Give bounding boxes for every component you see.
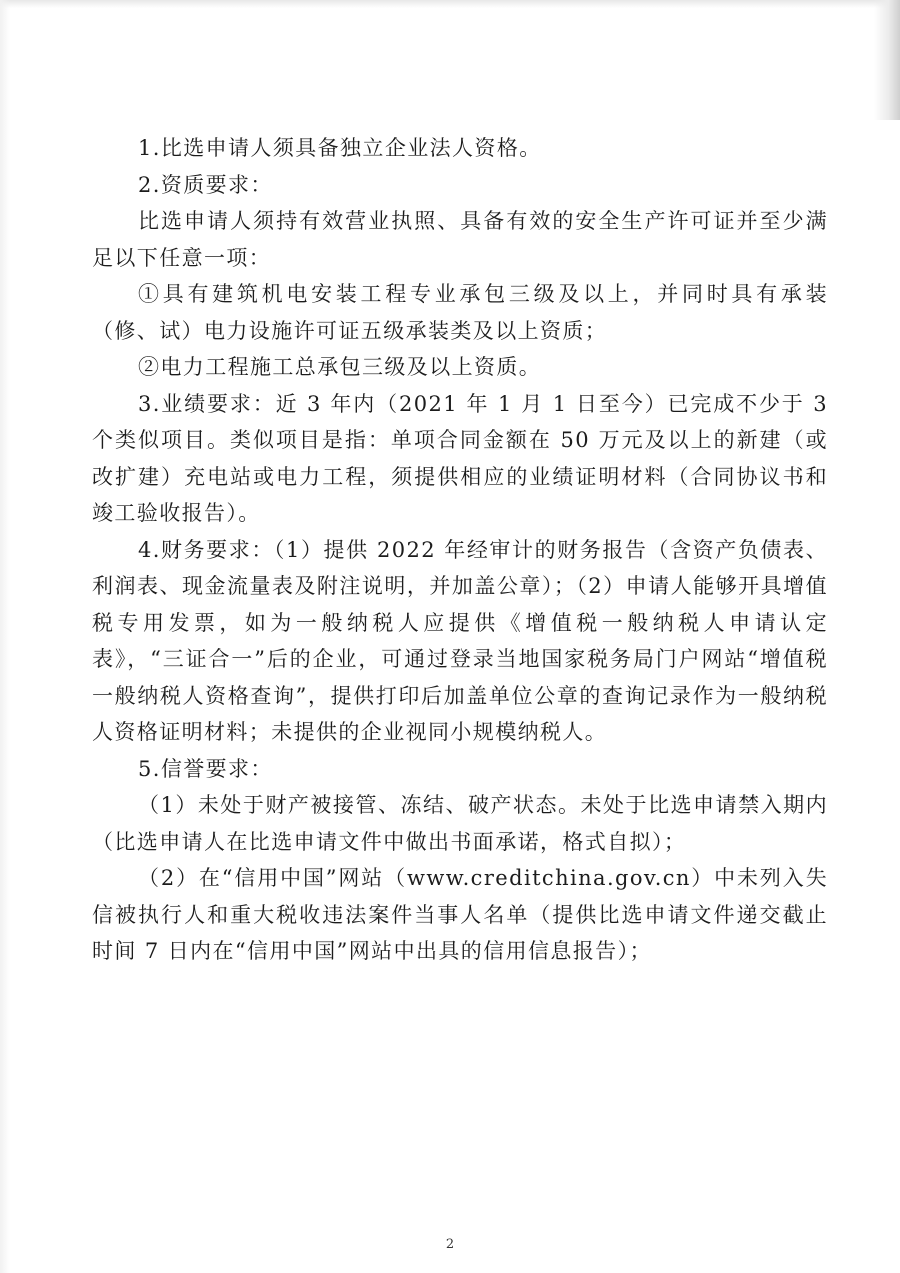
page-number: 2: [445, 1237, 455, 1252]
paragraph-qualification-option-1: ①具有建筑机电安装工程专业承包三级及以上，并同时具有承装（修、试）电力设施许可证五级承装类及以上资质；: [92, 282, 828, 343]
paragraph-qualification-heading: 2.资质要求：: [138, 172, 273, 197]
document-body: [92, 130, 828, 970]
paragraph-performance-requirements: 3.业绩要求：近 3 年内（2021 年 1 月 1 日至今）已完成不少于 3 个类似项目。类似项目是指：单项合同金额在 50 万元及以上的新建（或改扩建）充电站或电力工程，须提供相应的业绩证明材料（合同协议书和竣工验收报告）。: [92, 391, 828, 525]
paragraph-financial-requirements: 4.财务要求：（1）提供 2022 年经审计的财务报告（含资产负债表、利润表、现金流量表及附注说明，并加盖公章）；（2）申请人能够开具增值税专用发票，如为一般纳税人应提供《增值税一般纳税人申请认定表》，“三证合一”后的企业，可通过登录当地国家税务局门户网站“增值税一般纳税人资格查询”，提供打印后加盖单位公章的查询记录作为一般纳税人资格证明材料；未提供的企业视同小规模纳税人。: [92, 537, 828, 744]
scan-shadow-left: [0, 0, 10, 1273]
paragraph-qualification-option-2: ②电力工程施工总承包三级及以上资质。: [138, 355, 542, 379]
paragraph-credit-item-2: （2）在“信用中国”网站（www.creditchina.gov.cn）中未列入失信被执行人和重大税收违法案件当事人名单（提供比选申请文件递交截止时间 7 日内在“信用中国”网站中出具的信用信息报告）；: [92, 866, 828, 963]
paragraph-qualification-requirements: 比选申请人须持有效营业执照、具备有效的安全生产许可证并至少满足以下任意一项：: [92, 209, 828, 270]
paragraph-credit-item-1: （1）未处于财产被接管、冻结、破产状态。未处于比选申请禁入期内（比选申请人在比选申请文件中做出书面承诺，格式自拟）；: [92, 793, 828, 854]
scan-shadow-right: [874, 0, 900, 120]
paragraph-qualification-legal-entity: 1.比选申请人须具备独立企业法人资格。: [138, 136, 542, 160]
scan-shadow-top: [0, 0, 900, 8]
paragraph-credit-heading: 5.信誉要求：: [138, 756, 273, 781]
